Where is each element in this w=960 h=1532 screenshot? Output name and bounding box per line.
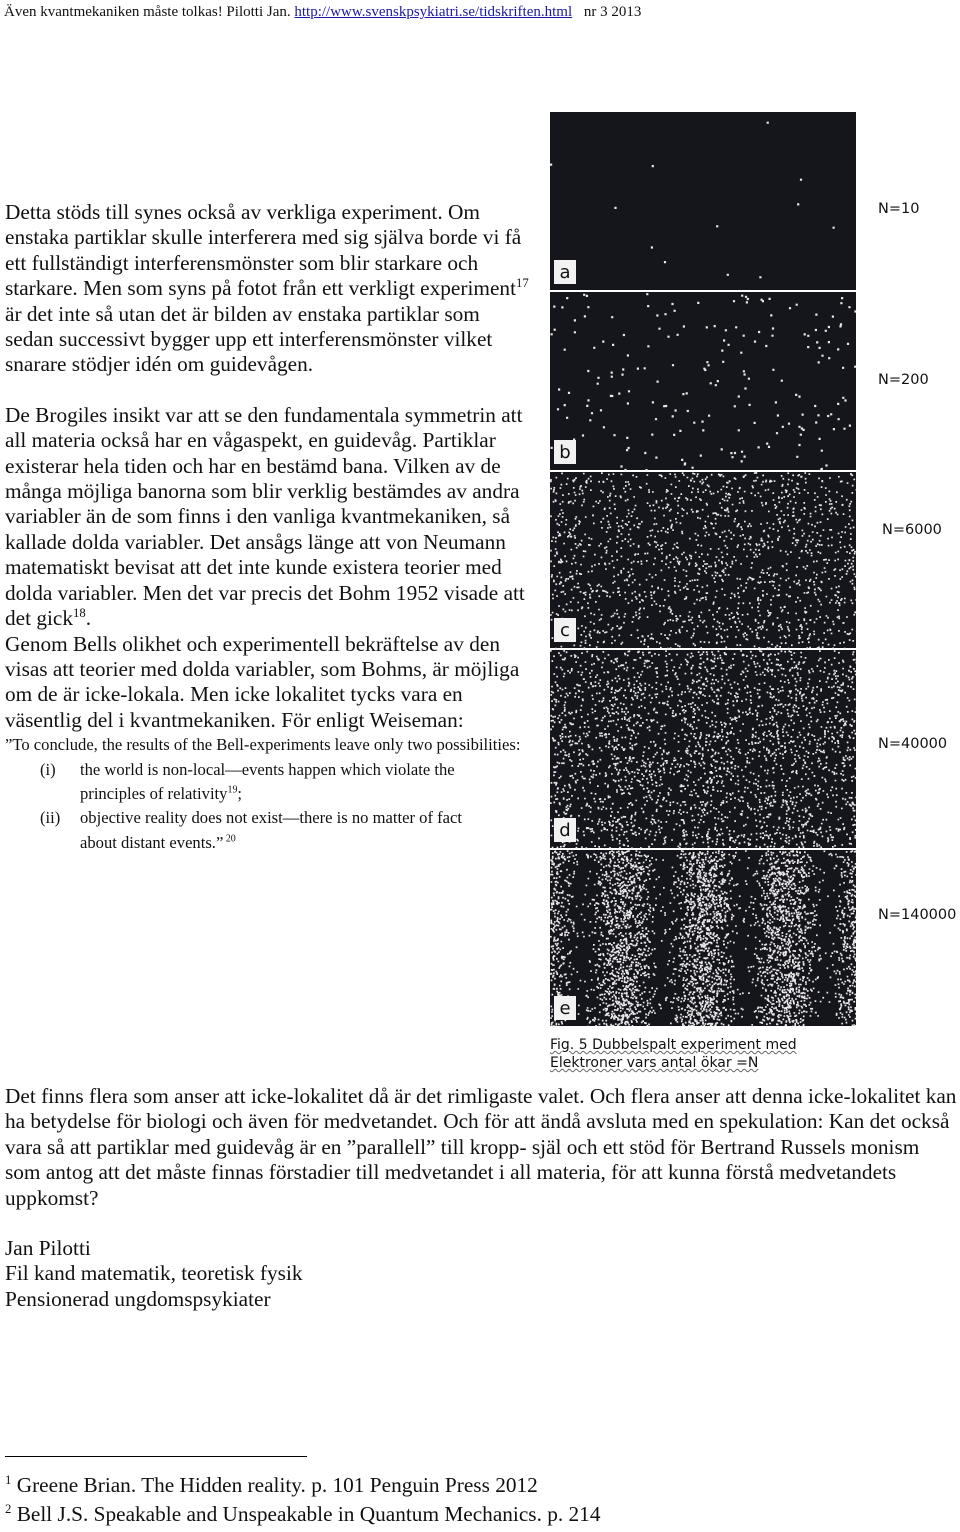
signature <box>5 1236 957 1312</box>
header-link[interactable]: http://www.svenskpsykiatri.se/tidskriften.html <box>294 4 573 20</box>
figure-panel-c <box>550 472 856 650</box>
double-slit-figure <box>550 112 856 1026</box>
closing-paragraph: Det finns flera som anser att icke-lokalitet då är det rimligaste valet. Och flera anser att denna icke-lokalitet kan ha betydelse för biologi och även för medvetandet. Och för att ändå avsluta med en spekulation: Kan det också vara så att partiklar med guidevåg är en ”parallell” till kropp- själ och ett stöd för Bertrand Russels monism som antog att det måste finnas förstadier till medvetandet i all materia, för att kunna förstå medvetandets uppkomst? <box>5 1084 957 1210</box>
n-label-b: N=200 <box>878 372 929 388</box>
quote-item-2: (ii) objective reality does not exist—there is no matter of fact about distant events.” $^{20}$ <box>40 808 462 852</box>
header-issue: nr 3 2013 <box>583 4 642 20</box>
panel-letter: c <box>560 620 570 641</box>
figure-panel-d <box>550 650 856 850</box>
figure-panel-b <box>550 292 856 471</box>
panel-letter: d <box>559 820 571 841</box>
n-label-e: N=140000 <box>878 907 957 923</box>
figure-caption: Fig. 5 Dubbelspalt experiment med Elektroner vars antal ökar =N <box>550 1037 797 1071</box>
signature-role: Pensionerad ungdomspsykiater <box>5 1286 271 1311</box>
figure-panel-e <box>550 850 856 1026</box>
footnote-divider <box>5 1456 307 1457</box>
left-column <box>5 200 530 855</box>
signature-title: Fil kand matematik, teoretisk fysik <box>5 1261 303 1286</box>
n-label-a: N=10 <box>878 201 920 217</box>
paragraph-experiment: Detta stöds till synes också av verkliga experiment. Om enstaka partiklar skulle interferera med sig själva borde vi få ett fullständigt interferensmönster som blir starkare och starkare. Men som syns på fotot från ett verkligt experiment$^{17}$ är det inte så utan det är bilden av enstaka partiklar som sedan successivt bygger upp ett interferensmönster vilket snarare stödjer idén om guidevågen. <box>5 200 529 377</box>
panel-letter: a <box>559 262 571 283</box>
header-title: Även kvantmekaniken måste tolkas! Pilotti Jan. <box>4 4 291 20</box>
signature-name: Jan Pilotti <box>5 1236 91 1260</box>
paragraph-de-broglie: De Brogiles insikt var att se den fundamentala symmetrin att all materia också har en vågaspekt, en guidevåg. Partiklar existerar hela tiden och har en bestämd bana. Vilken av de många möjliga banorna som blir verklig bestämdes av andra variabler än de som finns i den vanliga kvantmekaniken, så kallade dolda variabler. Det ansågs länge att von Neumann matematiskt bevisat att det inte kunde existera teorier med dolda variabler. Men det var precis det Bohm 1952 visade att det gick$^{18}$. <box>5 402 525 631</box>
quote-item-1: (i) the world is non-local—events happen which violate the principles of relativity$^{19}$; <box>40 759 455 803</box>
weiseman-quote: ”To conclude, the results of the Bell-experiments leave only two possibilities: (i) the world is non-local—events happen which violate the principles of relativity$^{19}$; (ii) objective reality does not exist—there is no matter of fact about distant events.” $^{20}$ <box>5 733 530 855</box>
footnote-1: $^1$ Greene Brian. The Hidden reality. p. 101 Penguin Press 2012 <box>5 1472 538 1497</box>
footnote-2: $^2$ Bell J.S. Speakable and Unspeakable in Quantum Mechanics. p. 214 <box>5 1501 601 1526</box>
panel-letter: e <box>559 998 571 1019</box>
n-label-c: N=6000 <box>882 522 942 538</box>
page-header <box>4 4 641 21</box>
panel-letter: b <box>559 442 571 463</box>
n-label-d: N=40000 <box>878 736 948 752</box>
paragraph-bell: Genom Bells olikhet och experimentell bekräftelse av den visas att teorier med dolda variabler, som Bohms, är möjliga om de är icke-lokala. Men icke lokalitet tycks vara en väsentlig del i kvantmekaniken. För enligt Weiseman: <box>5 631 520 732</box>
figure-panel-a <box>550 112 856 290</box>
